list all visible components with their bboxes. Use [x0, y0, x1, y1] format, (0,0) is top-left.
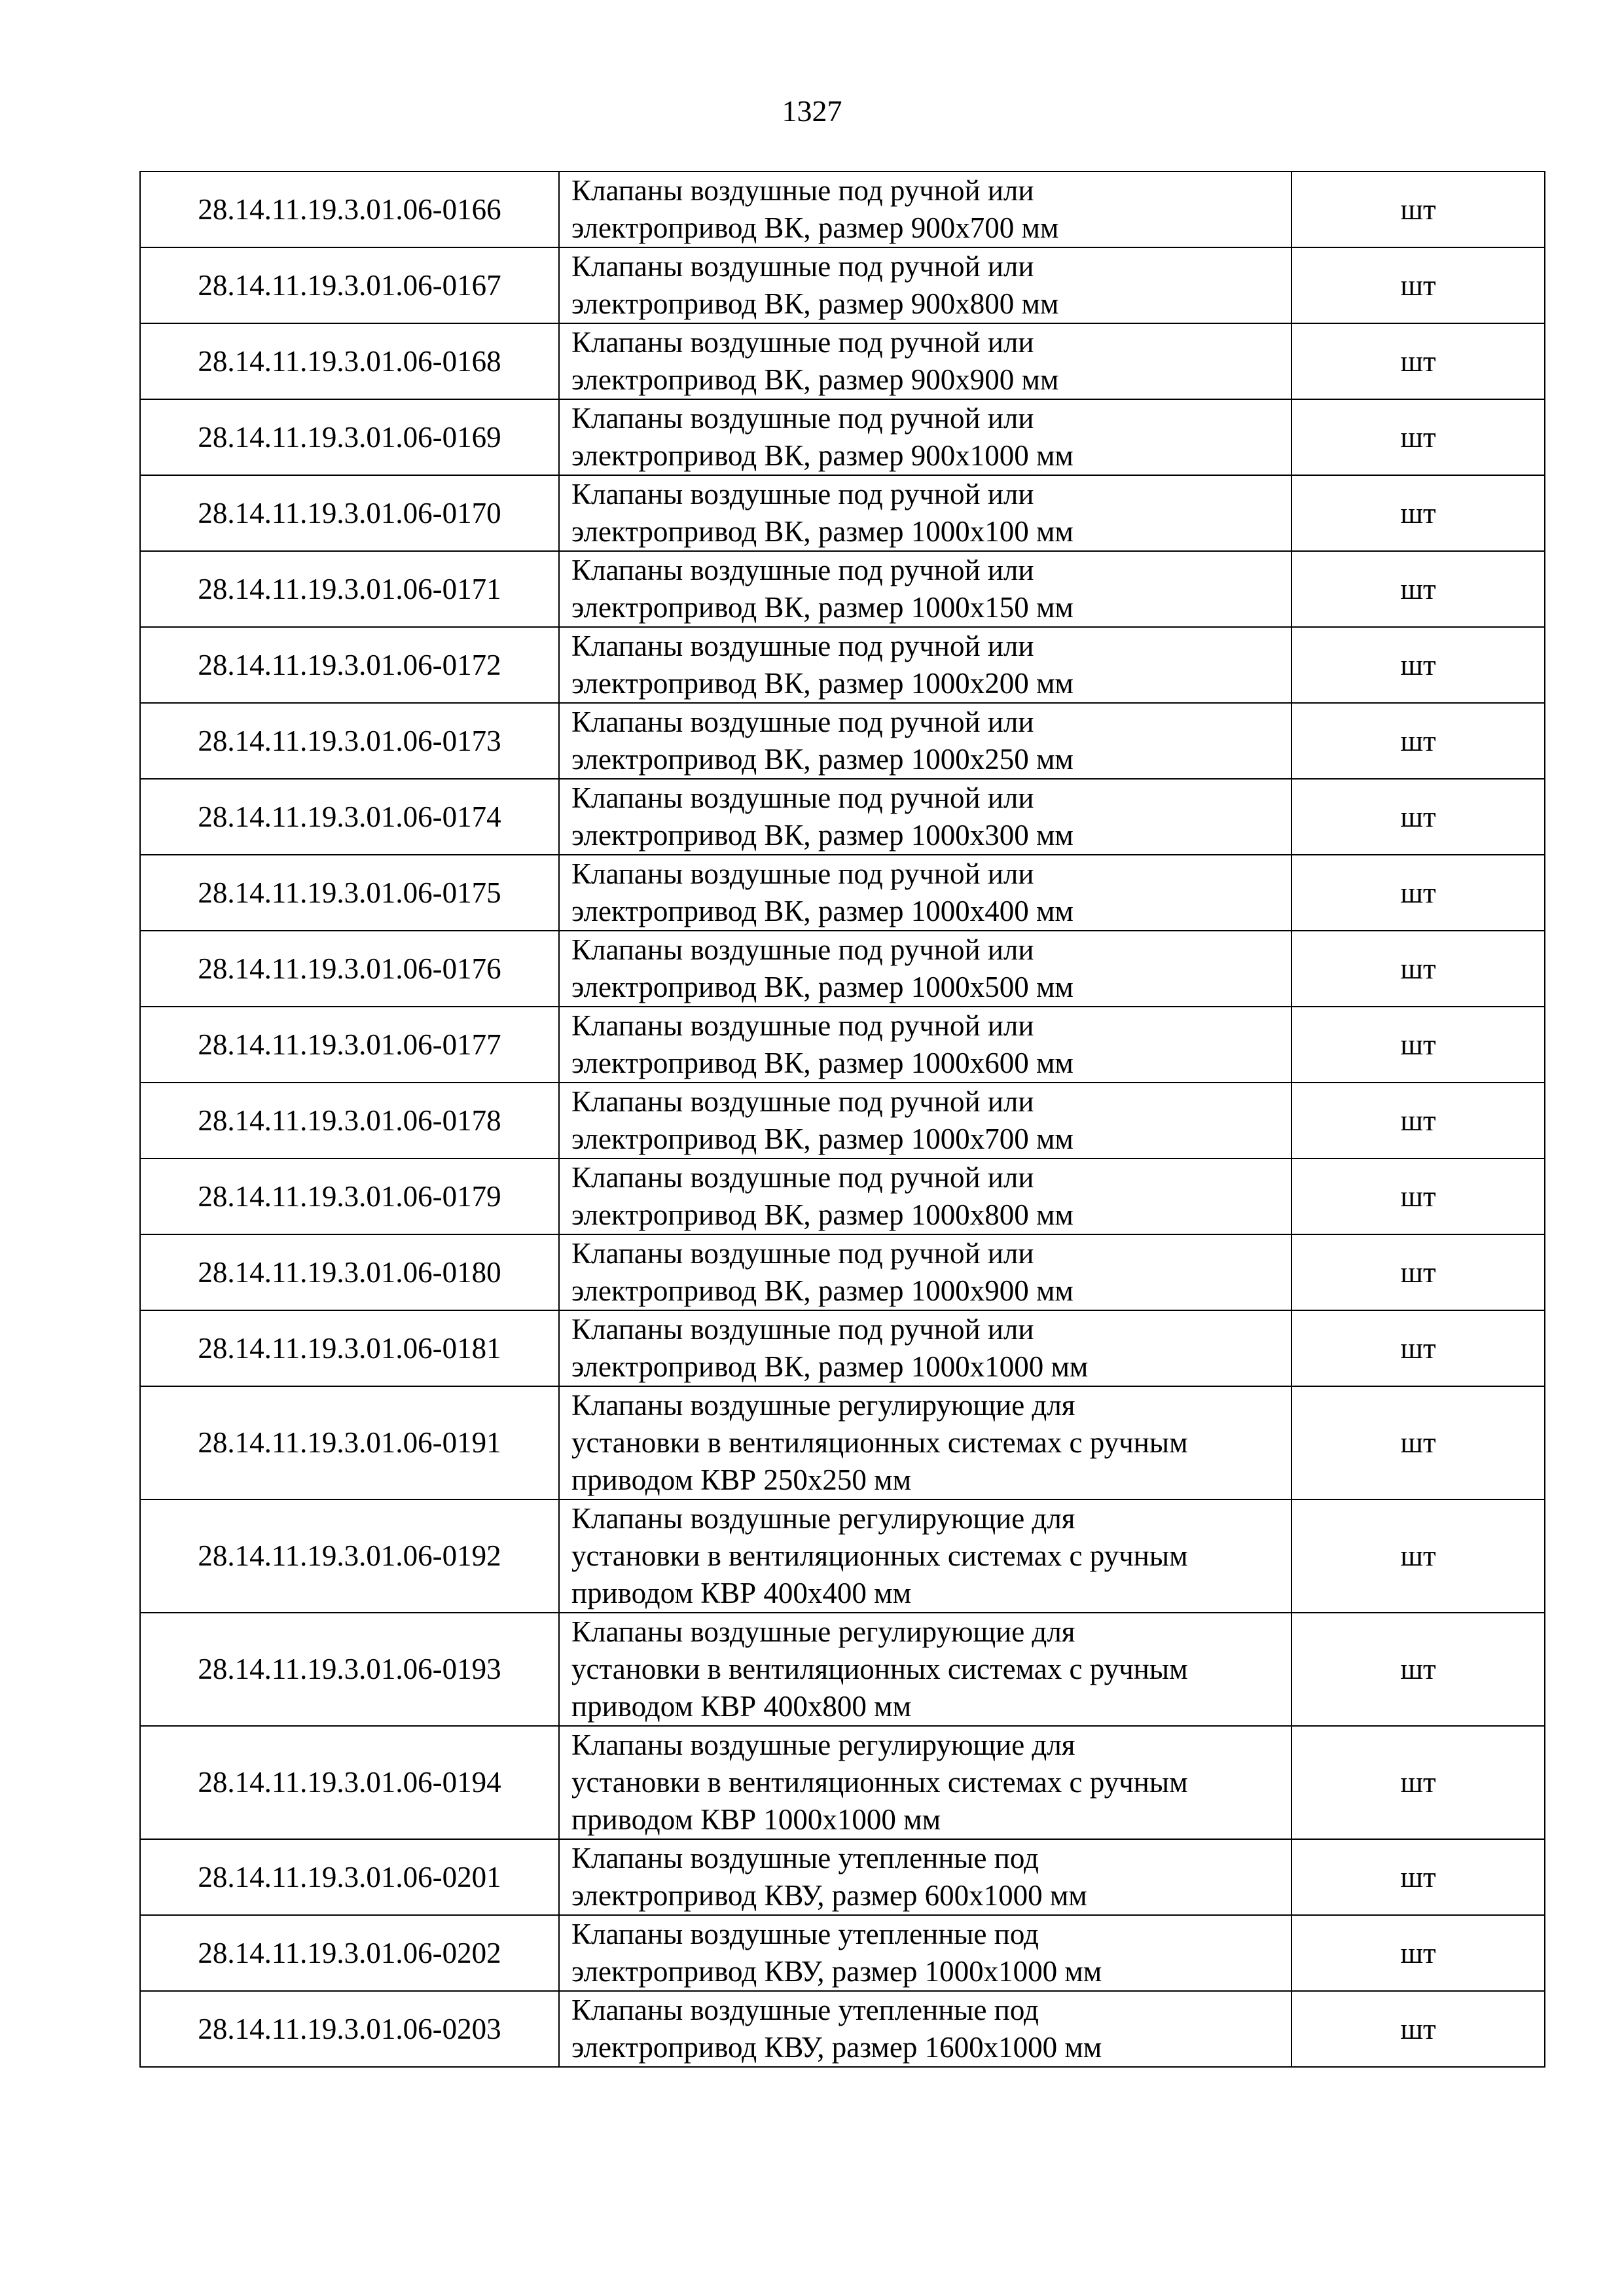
- resource-name-line: приводом КВР 250х250 мм: [571, 1463, 912, 1496]
- resource-name-line: Клапаны воздушные регулирующие для: [571, 1615, 1075, 1648]
- resource-code-cell: 28.14.11.19.3.01.06-0194: [140, 1726, 559, 1839]
- resource-name-cell: [559, 323, 1291, 399]
- unit-cell: шт: [1291, 855, 1545, 931]
- unit-cell: шт: [1291, 1839, 1545, 1915]
- resource-name-line: Клапаны воздушные под ручной или: [571, 402, 1034, 435]
- table-row: [140, 247, 1545, 323]
- resource-name-line: электропривод ВК, размер 900х800 мм: [571, 287, 1059, 320]
- unit-cell: шт: [1291, 1915, 1545, 1991]
- resource-name-line: Клапаны воздушные под ручной или: [571, 554, 1034, 586]
- resource-name-cell: [559, 1839, 1291, 1915]
- unit-cell: шт: [1291, 1158, 1545, 1234]
- resource-name-line: электропривод ВК, размер 900х1000 мм: [571, 439, 1074, 472]
- resource-name-line: электропривод ВК, размер 1000х900 мм: [571, 1274, 1074, 1307]
- resource-name-cell: [559, 627, 1291, 703]
- resource-name-line: электропривод ВК, размер 1000х600 мм: [571, 1047, 1074, 1079]
- unit-cell: шт: [1291, 1007, 1545, 1083]
- resource-name-line: Клапаны воздушные под ручной или: [571, 706, 1034, 738]
- resource-code-cell: 28.14.11.19.3.01.06-0170: [140, 475, 559, 551]
- unit-cell: шт: [1291, 551, 1545, 627]
- resource-name-line: электропривод ВК, размер 1000х150 мм: [571, 591, 1074, 624]
- unit-cell: шт: [1291, 475, 1545, 551]
- table-row: [140, 1310, 1545, 1386]
- table-row: [140, 1726, 1545, 1839]
- unit-cell: шт: [1291, 779, 1545, 855]
- table-row: [140, 1007, 1545, 1083]
- resource-code-cell: 28.14.11.19.3.01.06-0177: [140, 1007, 559, 1083]
- resource-name-line: электропривод КВУ, размер 1600х1000 мм: [571, 2031, 1102, 2064]
- unit-cell: шт: [1291, 627, 1545, 703]
- resource-name-cell: [559, 1726, 1291, 1839]
- unit-cell: шт: [1291, 323, 1545, 399]
- unit-cell: шт: [1291, 1234, 1545, 1310]
- resource-code-cell: 28.14.11.19.3.01.06-0191: [140, 1386, 559, 1499]
- table-row: [140, 855, 1545, 931]
- resource-code-cell: 28.14.11.19.3.01.06-0167: [140, 247, 559, 323]
- resource-name-cell: [559, 1613, 1291, 1726]
- resource-name-line: Клапаны воздушные утепленные под: [571, 1918, 1039, 1950]
- unit-cell: шт: [1291, 247, 1545, 323]
- resource-name-line: электропривод ВК, размер 1000х700 мм: [571, 1122, 1074, 1155]
- resource-name-cell: [559, 475, 1291, 551]
- resource-code-cell: 28.14.11.19.3.01.06-0175: [140, 855, 559, 931]
- resource-name-line: Клапаны воздушные под ручной или: [571, 174, 1034, 207]
- resource-code-cell: 28.14.11.19.3.01.06-0193: [140, 1613, 559, 1726]
- resource-name-line: Клапаны воздушные под ручной или: [571, 933, 1034, 966]
- resource-name-line: электропривод ВК, размер 1000х250 мм: [571, 743, 1074, 776]
- unit-cell: шт: [1291, 1991, 1545, 2067]
- resource-code-cell: 28.14.11.19.3.01.06-0179: [140, 1158, 559, 1234]
- table-row: [140, 1499, 1545, 1613]
- resource-name-line: приводом КВР 1000х1000 мм: [571, 1803, 941, 1836]
- table-row: [140, 1839, 1545, 1915]
- resource-table: [139, 171, 1545, 2068]
- table-row: [140, 1613, 1545, 1726]
- resource-code-cell: 28.14.11.19.3.01.06-0172: [140, 627, 559, 703]
- table-row: [140, 931, 1545, 1007]
- table-body: [140, 171, 1545, 2067]
- resource-name-cell: [559, 855, 1291, 931]
- unit-cell: шт: [1291, 931, 1545, 1007]
- resource-code-cell: 28.14.11.19.3.01.06-0171: [140, 551, 559, 627]
- resource-name-cell: [559, 1007, 1291, 1083]
- table-row: [140, 323, 1545, 399]
- table-row: [140, 779, 1545, 855]
- resource-name-cell: [559, 399, 1291, 475]
- resource-name-line: Клапаны воздушные под ручной или: [571, 781, 1034, 814]
- resource-code-cell: 28.14.11.19.3.01.06-0180: [140, 1234, 559, 1310]
- table-row: [140, 475, 1545, 551]
- table-row: [140, 1158, 1545, 1234]
- resource-name-line: Клапаны воздушные под ручной или: [571, 478, 1034, 511]
- resource-name-cell: [559, 1386, 1291, 1499]
- resource-name-line: электропривод ВК, размер 1000х800 мм: [571, 1198, 1074, 1231]
- resource-name-line: Клапаны воздушные под ручной или: [571, 1009, 1034, 1042]
- resource-code-cell: 28.14.11.19.3.01.06-0166: [140, 171, 559, 247]
- resource-name-line: Клапаны воздушные под ручной или: [571, 1237, 1034, 1270]
- page-number: 1327: [782, 94, 842, 128]
- resource-name-line: Клапаны воздушные под ручной или: [571, 1313, 1034, 1346]
- resource-name-line: установки в вентиляционных системах с ручным: [571, 1426, 1188, 1459]
- table-row: [140, 1386, 1545, 1499]
- resource-name-cell: [559, 1158, 1291, 1234]
- unit-cell: шт: [1291, 1726, 1545, 1839]
- resource-name-cell: [559, 703, 1291, 779]
- resource-name-cell: [559, 1991, 1291, 2067]
- resource-code-cell: 28.14.11.19.3.01.06-0202: [140, 1915, 559, 1991]
- resource-name-cell: [559, 171, 1291, 247]
- resource-code-cell: 28.14.11.19.3.01.06-0203: [140, 1991, 559, 2067]
- table-row: [140, 399, 1545, 475]
- resource-name-line: Клапаны воздушные под ручной или: [571, 630, 1034, 662]
- resource-name-line: электропривод ВК, размер 1000х200 мм: [571, 667, 1074, 700]
- table-row: [140, 1234, 1545, 1310]
- resource-name-line: электропривод ВК, размер 1000х300 мм: [571, 819, 1074, 852]
- resource-name-cell: [559, 1083, 1291, 1158]
- resource-name-line: Клапаны воздушные под ручной или: [571, 250, 1034, 283]
- resource-name-line: электропривод ВК, размер 1000х500 мм: [571, 971, 1074, 1003]
- resource-name-cell: [559, 779, 1291, 855]
- unit-cell: шт: [1291, 399, 1545, 475]
- resource-name-line: электропривод ВК, размер 1000х100 мм: [571, 515, 1074, 548]
- resource-name-line: Клапаны воздушные регулирующие для: [571, 1389, 1075, 1422]
- resource-code-cell: 28.14.11.19.3.01.06-0201: [140, 1839, 559, 1915]
- resource-name-line: электропривод ВК, размер 1000х400 мм: [571, 895, 1074, 927]
- resource-name-cell: [559, 551, 1291, 627]
- resource-name-line: приводом КВР 400х800 мм: [571, 1690, 912, 1723]
- resource-code-cell: 28.14.11.19.3.01.06-0169: [140, 399, 559, 475]
- resource-code-cell: 28.14.11.19.3.01.06-0173: [140, 703, 559, 779]
- table-row: [140, 1083, 1545, 1158]
- resource-name-line: Клапаны воздушные регулирующие для: [571, 1729, 1075, 1761]
- unit-cell: шт: [1291, 1386, 1545, 1499]
- resource-name-line: электропривод КВУ, размер 600х1000 мм: [571, 1879, 1087, 1912]
- unit-cell: шт: [1291, 1499, 1545, 1613]
- table-row: [140, 551, 1545, 627]
- unit-cell: шт: [1291, 1310, 1545, 1386]
- resource-name-line: Клапаны воздушные под ручной или: [571, 1085, 1034, 1118]
- resource-name-line: Клапаны воздушные под ручной или: [571, 1161, 1034, 1194]
- resource-name-line: электропривод ВК, размер 1000х1000 мм: [571, 1350, 1089, 1383]
- table-row: [140, 627, 1545, 703]
- resource-name-line: Клапаны воздушные утепленные под: [571, 1994, 1039, 2026]
- resource-code-cell: 28.14.11.19.3.01.06-0178: [140, 1083, 559, 1158]
- resource-name-cell: [559, 247, 1291, 323]
- resource-code-cell: 28.14.11.19.3.01.06-0181: [140, 1310, 559, 1386]
- resource-name-line: Клапаны воздушные под ручной или: [571, 857, 1034, 890]
- table-row: [140, 1915, 1545, 1991]
- resource-code-cell: 28.14.11.19.3.01.06-0192: [140, 1499, 559, 1613]
- resource-name-line: установки в вентиляционных системах с ручным: [571, 1539, 1188, 1572]
- resource-name-line: электропривод ВК, размер 900х900 мм: [571, 363, 1059, 396]
- resource-name-cell: [559, 1915, 1291, 1991]
- resource-code-cell: 28.14.11.19.3.01.06-0174: [140, 779, 559, 855]
- resource-name-line: Клапаны воздушные регулирующие для: [571, 1502, 1075, 1535]
- unit-cell: шт: [1291, 1613, 1545, 1726]
- resource-name-cell: [559, 1310, 1291, 1386]
- unit-cell: шт: [1291, 703, 1545, 779]
- resource-code-cell: 28.14.11.19.3.01.06-0168: [140, 323, 559, 399]
- resource-name-line: Клапаны воздушные утепленные под: [571, 1842, 1039, 1874]
- table-row: [140, 171, 1545, 247]
- resource-name-line: электропривод ВК, размер 900х700 мм: [571, 211, 1059, 244]
- resource-name-cell: [559, 1499, 1291, 1613]
- resource-name-line: установки в вентиляционных системах с ручным: [571, 1653, 1188, 1685]
- resource-name-line: приводом КВР 400х400 мм: [571, 1577, 912, 1609]
- resource-name-line: установки в вентиляционных системах с ручным: [571, 1766, 1188, 1799]
- resource-code-cell: 28.14.11.19.3.01.06-0176: [140, 931, 559, 1007]
- unit-cell: шт: [1291, 1083, 1545, 1158]
- resource-name-line: электропривод КВУ, размер 1000х1000 мм: [571, 1955, 1102, 1988]
- resource-name-cell: [559, 931, 1291, 1007]
- resource-name-cell: [559, 1234, 1291, 1310]
- table-row: [140, 703, 1545, 779]
- table-row: [140, 1991, 1545, 2067]
- unit-cell: шт: [1291, 171, 1545, 247]
- resource-name-line: Клапаны воздушные под ручной или: [571, 326, 1034, 359]
